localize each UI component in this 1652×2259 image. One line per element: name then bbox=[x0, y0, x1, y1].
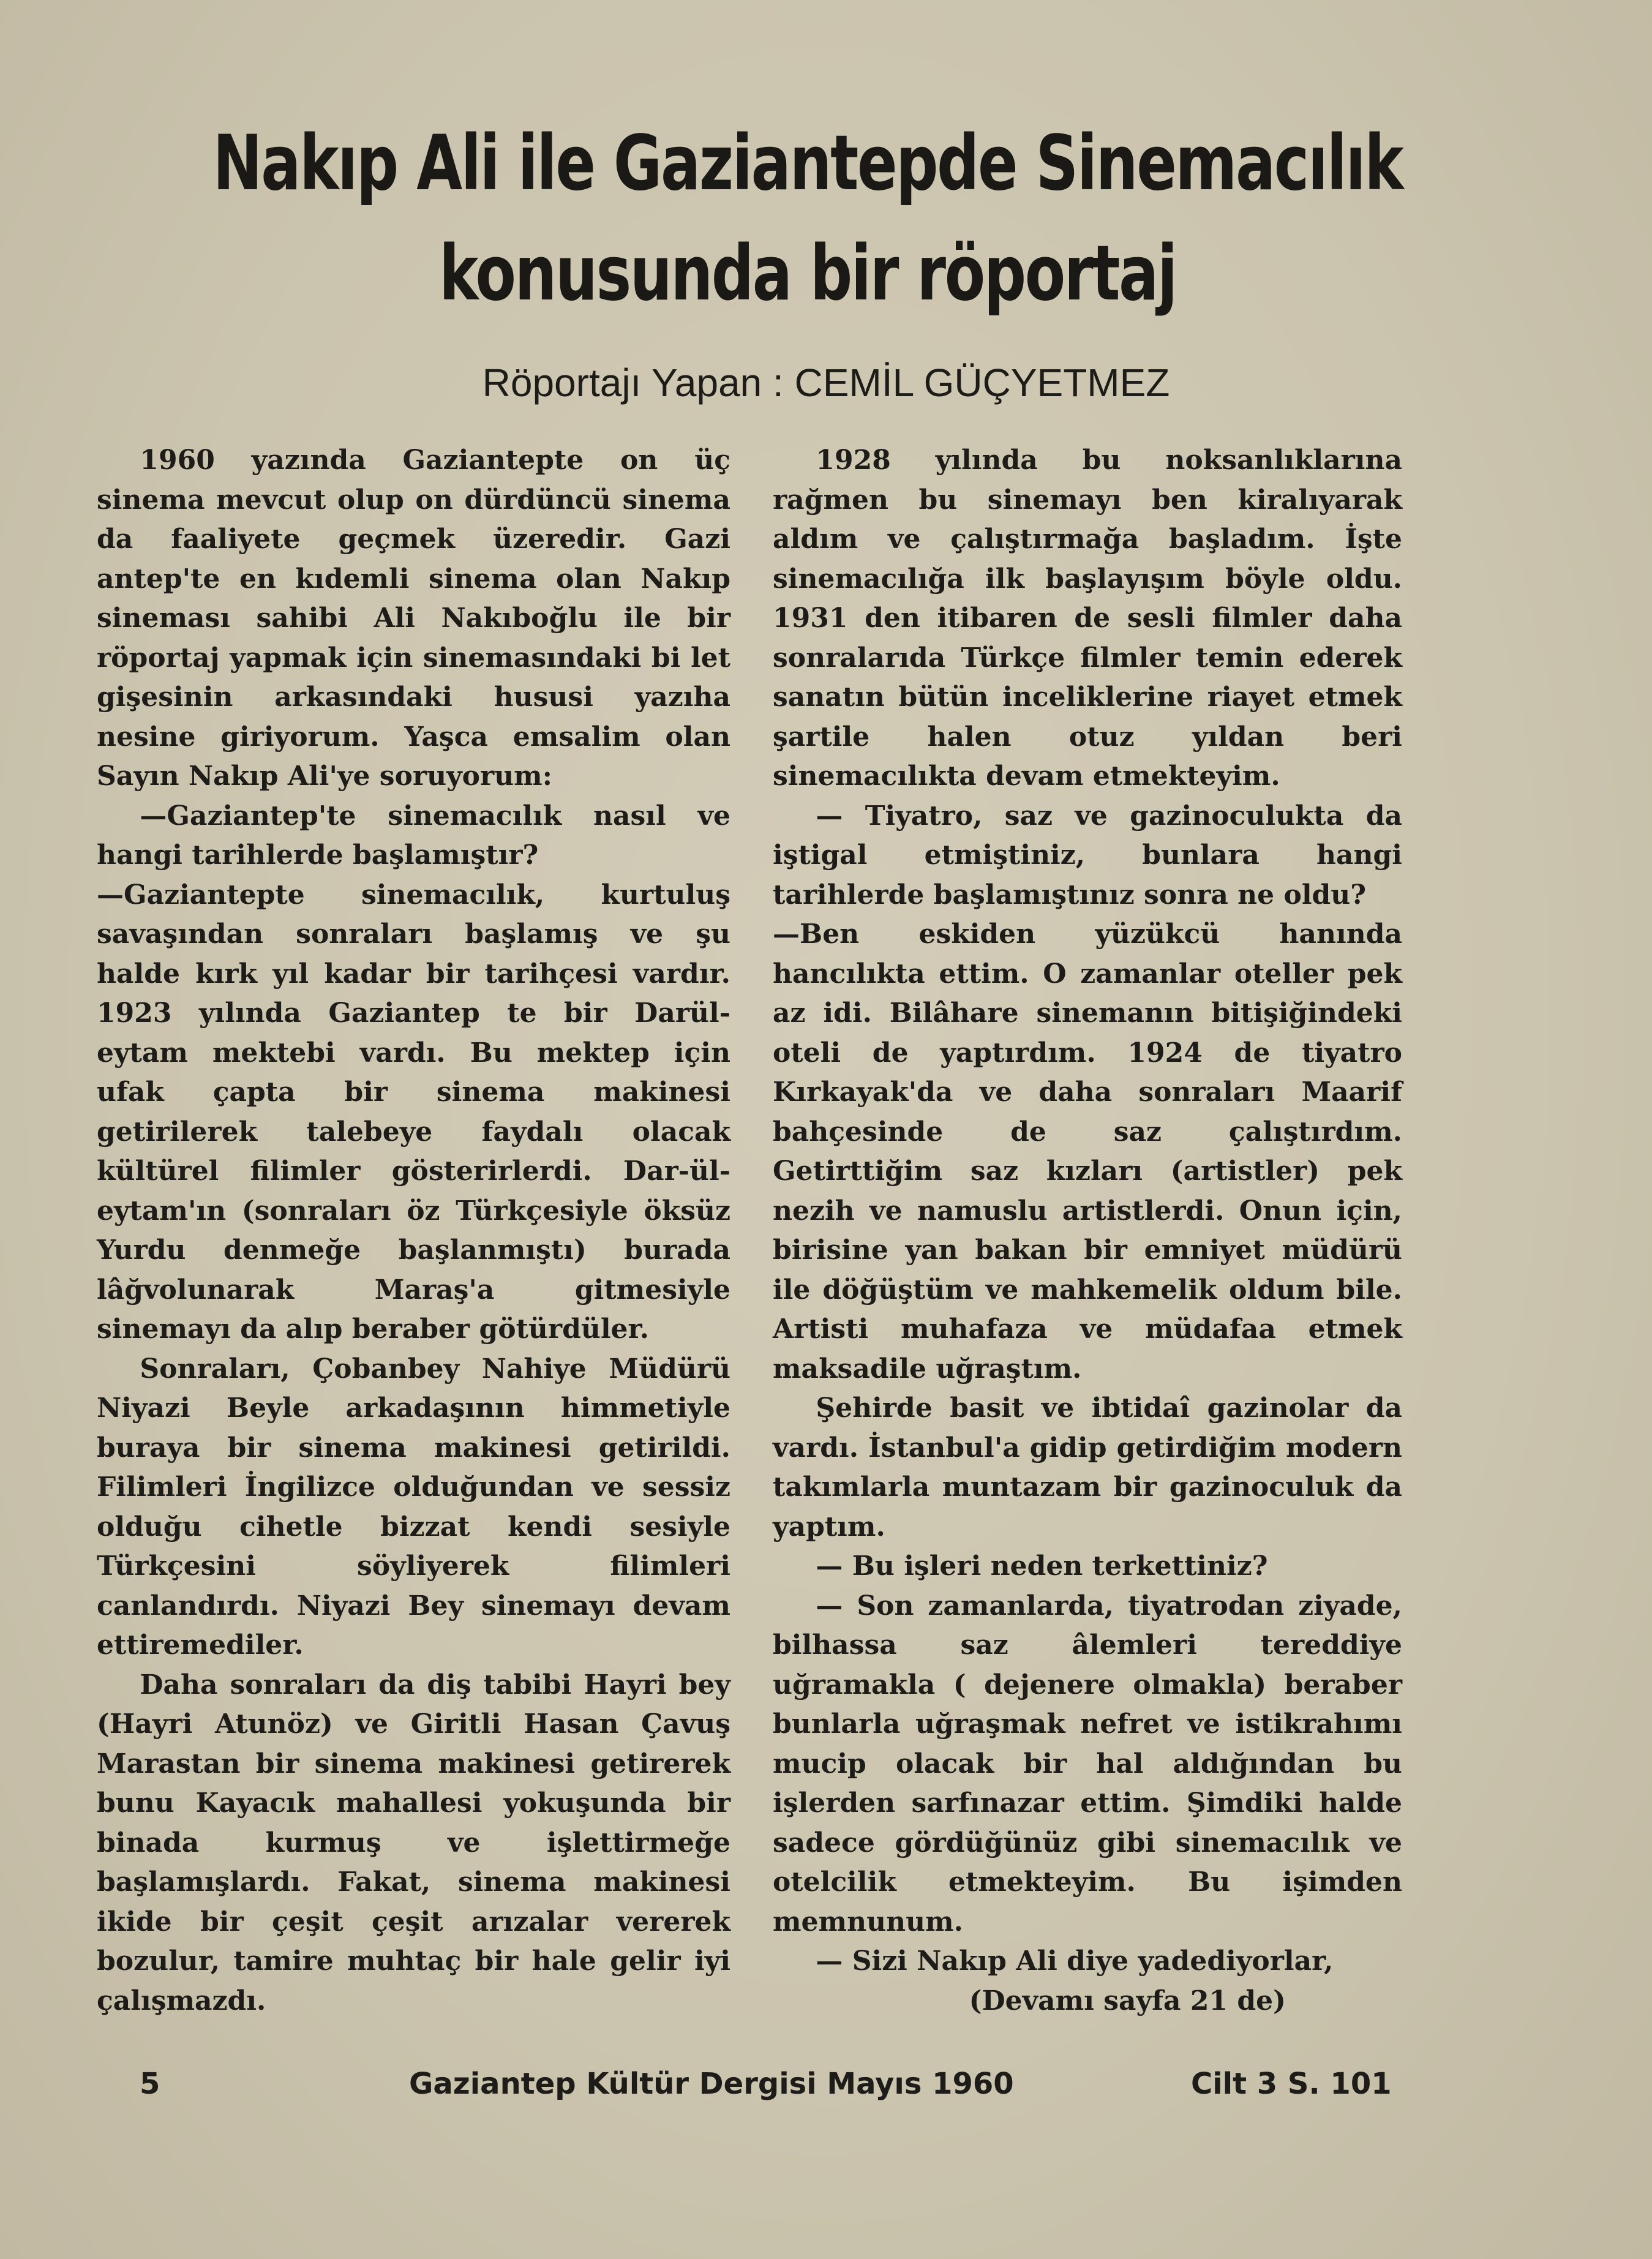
paragraph: 1928 yılında bu noksanlıklarına rağmen bu sinemayı ben kiralıyarak aldım ve çalıştırmağa başladım. İşte sinemacılığa ilk başlayışım böyle oldu. 1931 den itibaren de sesli filmler daha sonralarıda Türkçe filmler temin ederek sanatın bütün inceliklerine riayet etmek şartile halen otuz yıldan beri sinemacılıkta devam etmekteyim. bbox=[773, 445, 1402, 792]
paragraph: — Tiyatro, saz ve gazinoculukta da iştigal etmiştiniz, bunlara hangi tarihlerde başlamıştınız sonra ne oldu? bbox=[773, 800, 1402, 911]
article-byline: Röportajı Yapan : CEMİL GÜÇYETMEZ bbox=[482, 361, 1170, 405]
paragraph: —Gaziantepte sinemacılık, kurtuluş savaşından sonraları başlamış ve şu halde kırk yıl kadar bir tarihçesi vardır. 1923 yılında Gaziantep te bir Darül-eytam mektebi vardı. Bu mektep için ufak çapta bir sinema makinesi getirilerek talebeye faydalı olacak kültürel filimler gösterirlerdi. Dar-ül-eytam'ın (sonraları öz Türkçesiyle öksüz Yurdu denmeğe başlanmıştı) burada lâğvolunarak Maraş'a gitmesiyle sinemayı da alıp beraber götürdüler. bbox=[97, 879, 730, 1345]
page-number: 5 bbox=[140, 2067, 160, 2101]
paragraph: — Sizi Nakıp Ali diye yadediyorlar, bbox=[816, 1945, 1334, 1977]
volume-number: Cilt 3 S. 101 bbox=[1191, 2067, 1392, 2101]
article-title-line-2: konusunda bir röportaj bbox=[439, 230, 1176, 318]
paragraph: Sonraları, Çobanbey Nahiye Müdürü Niyazi Beyle arkadaşının himmetiyle buraya bir sinema makinesi getirildi. Filimleri İngilizce olduğundan ve sessiz olduğu cihetle bizzat kendi sesiyle Türkçesini söyliyerek filimleri canlandırdı. Niyazi Bey sinemayı devam ettiremediler. bbox=[97, 1353, 730, 1661]
continuation-note: (Devamı sayfa 21 de) bbox=[969, 1985, 1286, 2017]
right-column bbox=[773, 441, 1402, 2033]
article-title-line-1: Nakıp Ali ile Gaziantepde Sinemacılık bbox=[212, 119, 1403, 208]
paragraph: —Ben eskiden yüzükcü hanında hancılıkta ettim. O zamanlar oteller pek az idi. Bilâhare sinemanın bitişiğindeki oteli de yaptırdım. 1924 de tiyatro Kırkayak'da ve daha sonraları Maarif bahçesinde de saz çalıştırdım. Getirttiğim saz kızları (artistler) pek nezih ve namuslu artistlerdi. Onun için, birisine yan bakan bir emniyet müdürü ile döğüştüm ve mahkemelik oldum bile. Artisti muhafaza ve müdafaa etmek maksadile uğraştım. bbox=[773, 919, 1402, 1385]
page-footer bbox=[0, 2067, 1652, 2110]
paragraph: Şehirde basit ve ibtidaî gazinolar da vardı. İstanbul'a gidip getirdiğim modern takımlarla muntazam bir gazinoculuk da yaptım. bbox=[773, 1393, 1402, 1543]
magazine-issue: Gaziantep Kültür Dergisi Mayıs 1960 bbox=[409, 2067, 1014, 2101]
paragraph: Daha sonraları da diş tabibi Hayri bey (Hayri Atunöz) ve Giritli Hasan Çavuş Marastan bir sinema makinesi getirerek bunu Kayacık mahallesi yokuşunda bir binada kurmuş ve işlettirmeğe başlamışlardı. Fakat, sinema makinesi ikide bir çeşit çeşit arızalar vererek bozulur, tamire muhtaç bir hale gelir iyi çalışmazdı. bbox=[97, 1669, 730, 2017]
paragraph: — Son zamanlarda, tiyatrodan ziyade, bilhassa saz âlemleri tereddiye uğramakla ( dejenere olmakla) beraber bunlarla uğraşmak nefret ve istikrahımı mucip olacak bir hal aldığından bu işlerden sarfınazar ettim. Şimdiki halde sadece gördüğünüz gibi sinemacılık ve otelcilik etmekteyim. Bu işimden memnunum. bbox=[773, 1590, 1402, 1938]
paragraph: —Gaziantep'te sinemacılık nasıl ve hangi tarihlerde başlamıştır? bbox=[97, 800, 730, 871]
paragraph: 1960 yazında Gaziantepte on üç sinema mevcut olup on dürdüncü sinema da faaliyete geçmek üzeredir. Gazi antep'te en kıdemli sinema olan Nakıp sineması sahibi Ali Nakıboğlu ile bir röportaj yapmak için sinemasındaki bi let gişesinin arkasındaki hususi yazıha nesine giriyorum. Yaşca emsalim olan Sayın Nakıp Ali'ye soruyorum: bbox=[97, 445, 730, 792]
left-column bbox=[97, 441, 730, 2033]
paragraph: — Bu işleri neden terkettiniz? bbox=[816, 1550, 1268, 1582]
